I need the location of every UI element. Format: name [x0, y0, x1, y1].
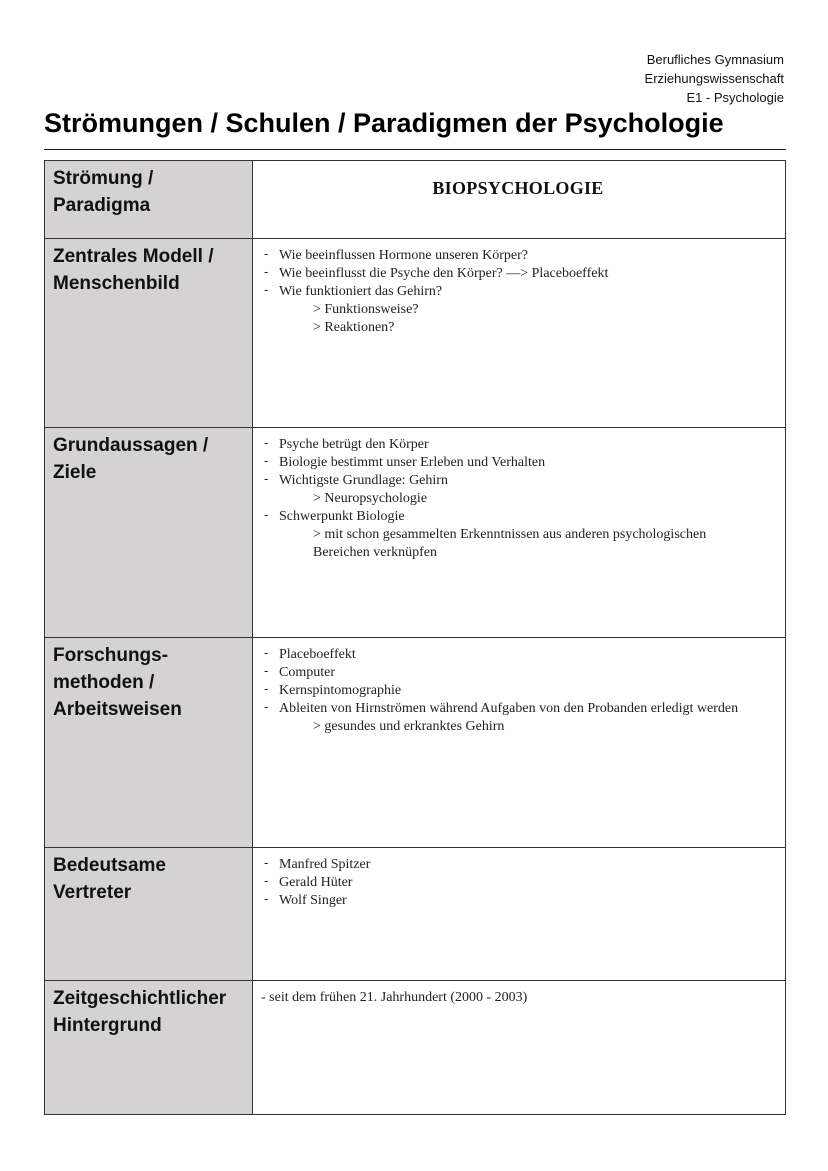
document-header: [645, 50, 784, 107]
list-item: - Wichtigste Grundlage: Gehirn: [261, 472, 775, 490]
row-goals: [45, 428, 786, 638]
content-representatives: [253, 848, 786, 981]
page-title: Strömungen / Schulen / Paradigmen der Psychologie: [44, 108, 724, 138]
list-item: - Wolf Singer: [261, 892, 775, 910]
row-paradigm: [45, 161, 786, 239]
sub-item: > mit schon gesammelten Erkenntnissen aus anderen psychologischen: [313, 527, 707, 542]
methods-list: [261, 646, 775, 718]
goals-list: [261, 436, 775, 490]
subject-name: Erziehungswissenschaft: [644, 71, 784, 86]
label-goals: Grundaussagen / Ziele: [45, 428, 253, 638]
label-line: methoden /: [53, 672, 155, 693]
list-item: - Wie funktioniert das Gehirn?: [261, 283, 775, 301]
label-representatives: Bedeutsame Vertreter: [45, 848, 253, 981]
row-methods: [45, 638, 786, 848]
content-paradigm: [253, 161, 786, 239]
sub-item: > Reaktionen?: [313, 320, 395, 335]
content-history: [253, 981, 786, 1115]
history-text: - seit dem frühen 21. Jahrhundert (2000 - 2003): [261, 990, 528, 1005]
row-model: [45, 239, 786, 428]
label-methods: [45, 638, 253, 848]
list-item: - Biologie bestimmt unser Erleben und Verhalten: [261, 454, 775, 472]
list-item: - Placeboeffekt: [261, 646, 775, 664]
sub-item: Bereichen verknüpfen: [313, 545, 437, 560]
list-item: - Ableiten von Hirnströmen während Aufgaben von den Probanden erledigt werden: [261, 700, 775, 718]
row-representatives: [45, 848, 786, 981]
goals-list-continued: [261, 508, 775, 526]
list-item: - Schwerpunkt Biologie: [261, 508, 775, 526]
label-history: Zeitgeschichtlicher Hintergrund: [45, 981, 253, 1115]
list-item: - Gerald Hüter: [261, 874, 775, 892]
list-item: - Psyche betrügt den Körper: [261, 436, 775, 454]
content-model: [253, 239, 786, 428]
label-model: Zentrales Modell / Menschenbild: [45, 239, 253, 428]
list-item: - Wie beeinflusst die Psyche den Körper? —> Placeboeffekt: [261, 265, 775, 283]
school-name: Berufliches Gymnasium: [646, 52, 784, 67]
content-methods: [253, 638, 786, 848]
list-item: - Manfred Spitzer: [261, 856, 775, 874]
course-name: E1 - Psychologie: [686, 90, 784, 105]
sub-item: > Funktionsweise?: [313, 302, 419, 317]
row-history: [45, 981, 786, 1115]
label-paradigm: Strömung / Paradigma: [45, 161, 253, 239]
title-divider: [44, 149, 786, 150]
list-item: - Kernspintomographie: [261, 682, 775, 700]
sub-item: > Neuropsychologie: [313, 491, 428, 506]
model-list: [261, 247, 775, 301]
representatives-list: [261, 856, 775, 910]
sub-item: > gesundes und erkranktes Gehirn: [313, 719, 505, 734]
list-item: - Wie beeinflussen Hormone unseren Körper?: [261, 247, 775, 265]
label-line: Forschungs-: [53, 645, 169, 666]
paradigm-table: [44, 160, 786, 1115]
paradigm-name: BIOPSYCHOLOGIE: [432, 178, 604, 198]
content-goals: [253, 428, 786, 638]
label-line: Arbeitsweisen: [53, 699, 182, 720]
list-item: - Computer: [261, 664, 775, 682]
